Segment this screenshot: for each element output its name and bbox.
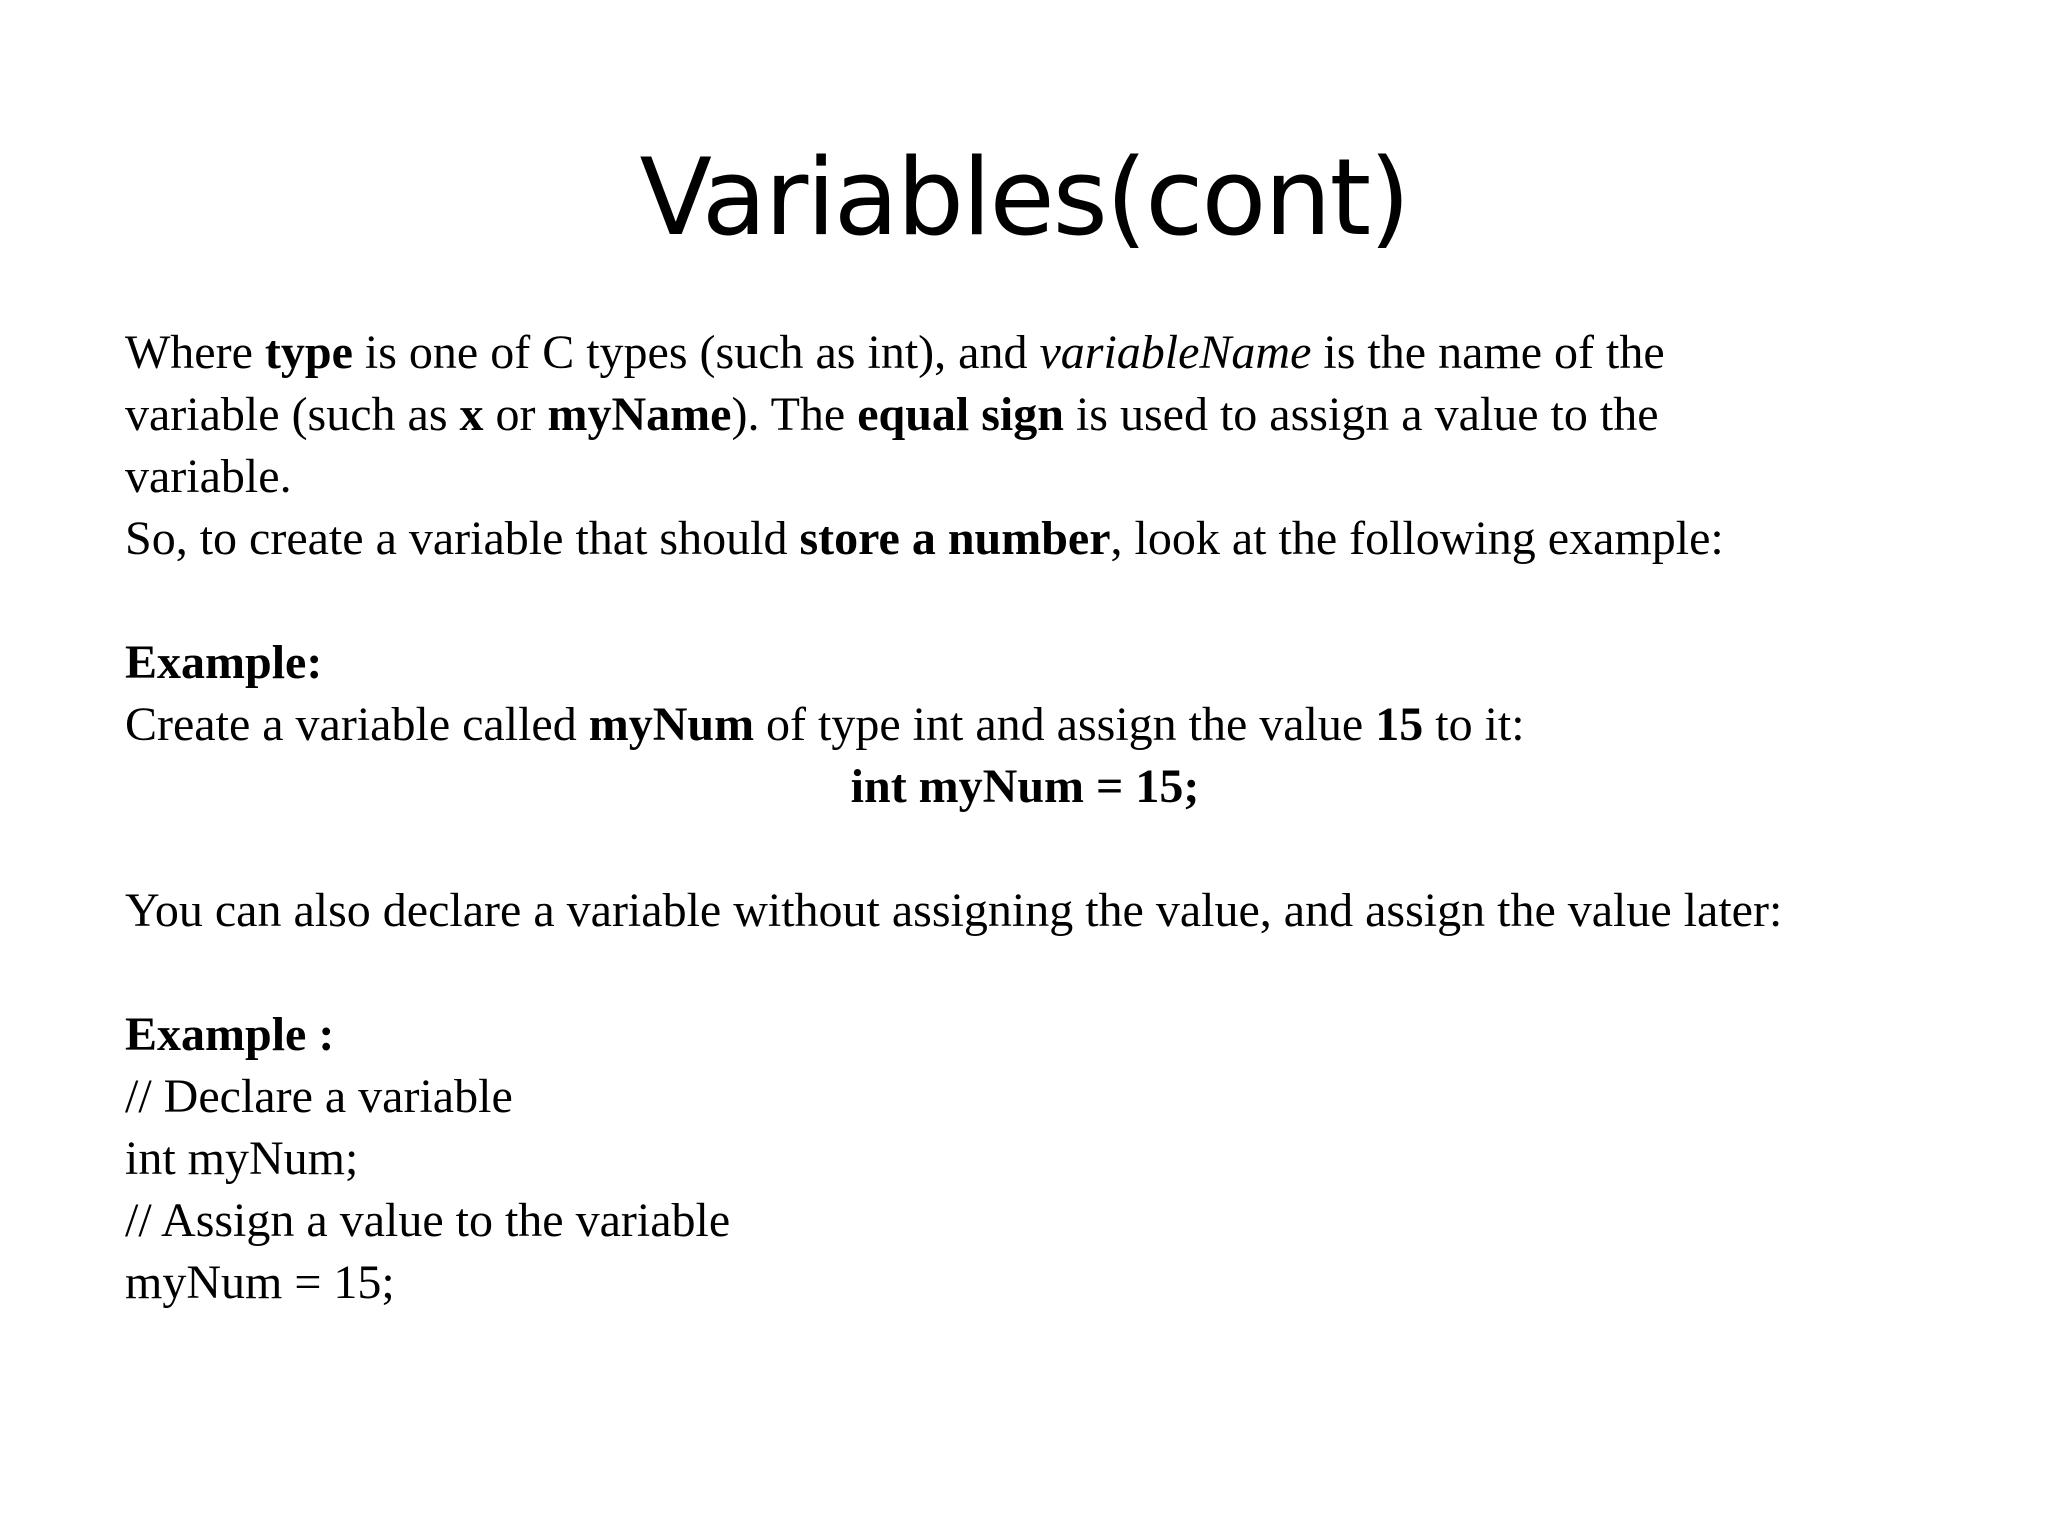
text-run: variable (such as xyxy=(125,388,460,441)
slide-body xyxy=(125,322,2005,1314)
code-line: // Declare a variable xyxy=(125,1070,513,1123)
keyword-type: type xyxy=(264,326,353,379)
keyword-store-a-number: store a number xyxy=(799,512,1111,565)
spacer xyxy=(125,818,2005,880)
keyword-equal-sign: equal sign xyxy=(857,388,1064,441)
example-heading-text: Example: xyxy=(125,636,323,689)
code-line: myNum = 15; xyxy=(125,1256,395,1309)
paragraph-line: variable. xyxy=(125,450,292,503)
example-heading xyxy=(125,632,2005,694)
paragraph-line xyxy=(125,508,2005,570)
keyword-variable-name: variableName xyxy=(1039,326,1312,379)
text-run: , look at the following example: xyxy=(1110,512,1724,565)
example-description xyxy=(125,694,2005,756)
keyword-myname: myName xyxy=(547,388,732,441)
slide-title: Variables(cont) xyxy=(639,136,1409,259)
text-run: or xyxy=(483,388,548,441)
text-run: of type int and assign the value xyxy=(754,698,1376,751)
paragraph-line: You can also declare a variable without assigning the value, and assign the value later: xyxy=(125,884,1783,937)
spacer xyxy=(125,570,2005,632)
paragraph-line xyxy=(125,322,2005,384)
keyword-x: x xyxy=(459,388,484,441)
example-heading-text: Example : xyxy=(125,1008,335,1061)
code-line: // Assign a value to the variable xyxy=(125,1194,731,1247)
text-run: is the name of the xyxy=(1311,326,1665,379)
text-run: Where xyxy=(125,326,265,379)
code-line: int myNum; xyxy=(125,1132,359,1185)
keyword-15: 15 xyxy=(1375,698,1424,751)
spacer xyxy=(125,942,2005,1004)
code-example xyxy=(125,756,1925,818)
paragraph-line xyxy=(125,384,2005,446)
keyword-mynum: myNum xyxy=(588,698,755,751)
text-run: to it: xyxy=(1423,698,1525,751)
text-run: ). The xyxy=(731,388,858,441)
text-run: is one of C types (such as int), and xyxy=(352,326,1040,379)
example-heading xyxy=(125,1004,2005,1066)
text-run: So, to create a variable that should xyxy=(125,512,800,565)
text-run: Create a variable called xyxy=(125,698,589,751)
code-text: int myNum = 15; xyxy=(850,760,1200,813)
text-run: is used to assign a value to the xyxy=(1063,388,1659,441)
